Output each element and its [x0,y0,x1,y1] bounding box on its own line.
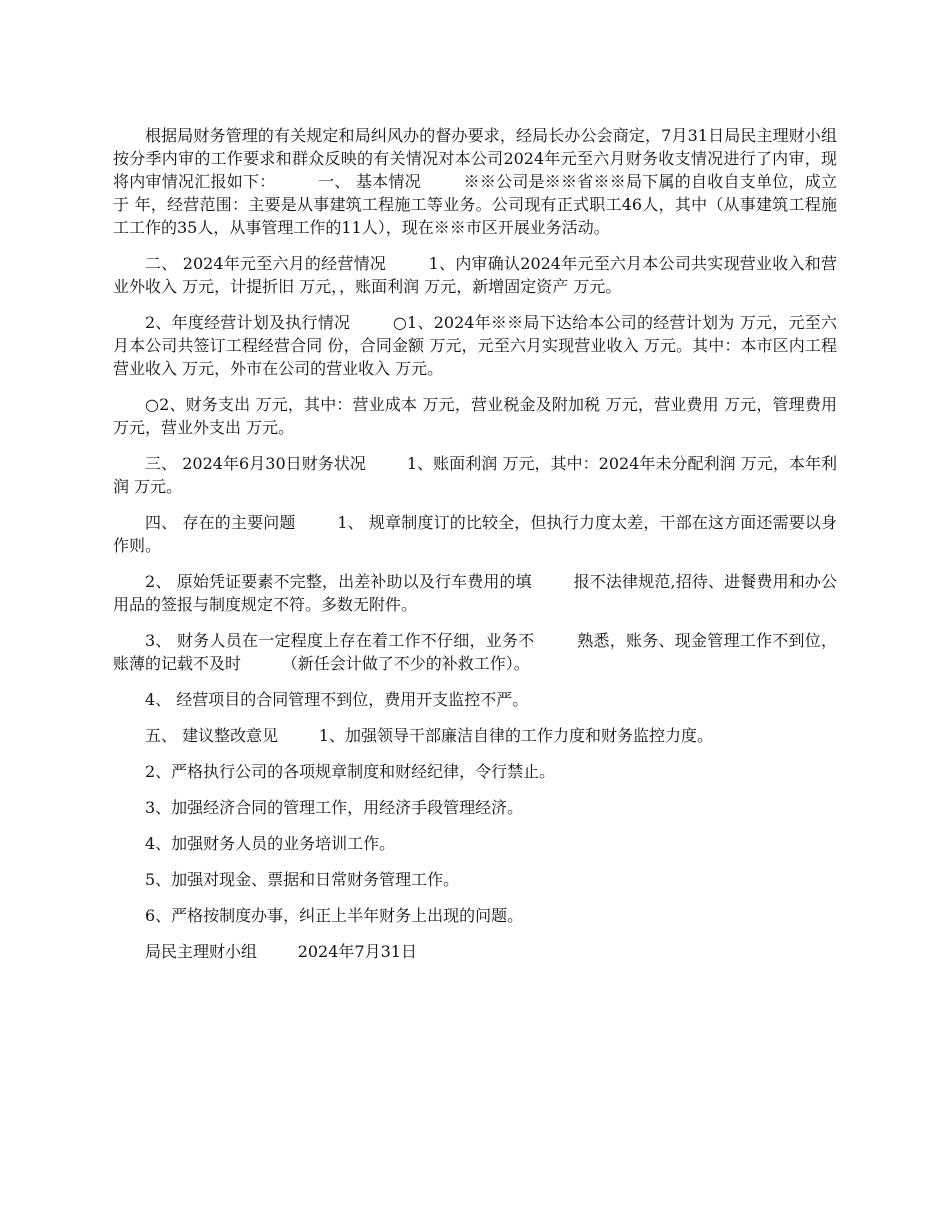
paragraph-suggestion-2: 2、严格执行公司的各项规章制度和财经纪律，令行禁止。 [145,762,556,781]
paragraph-intro: 根据局财务管理的有关规定和局纠风办的督办要求，经局长办公会商定，7月31日局民主理财小组按分季内审的工作要求和群众反映的有关情况对本公司2024年元至六月财务收支情况进行了内审，现将内审情况汇报如下： 一、 基本情况 ※※公司是※※省※※局下属的自收自支单位，成立于 年，经营范围：主要是从事建筑工程施工等业务。公司现有正式职工46人，其中（从事建筑工程施工工作的35人，从事管理工作的11人），现在※※市区开展业务活动。 [113,126,837,237]
paragraph-problem-4: 4、 经营项目的合同管理不到位，费用开支监控不严。 [145,690,529,709]
paragraph-problem-3: 3、 财务人员在一定程度上存在着工作不仔细，业务不 熟悉，账务、现金管理工作不到位，账薄的记载不及时 （新任会计做了不少的补救工作）。 [113,631,837,673]
paragraph-suggestion-4: 4、加强财务人员的业务培训工作。 [145,834,396,853]
paragraph-problem-1: 四、 存在的主要问题 1、 规章制度订的比较全，但执行力度太差，干部在这方面还需要以身作则。 [113,513,837,555]
document-body [113,124,843,976]
paragraph-suggestion-5: 5、加强对现金、票据和日常财务管理工作。 [145,870,460,889]
paragraph-operating-situation: 二、 2024年元至六月的经营情况 1、内审确认2024年元至六月本公司共实现营业收入和营业外收入 万元，计提折旧 万元，，账面利润 万元，新增固定资产 万元。 [113,254,837,296]
paragraph-problem-2: 2、 原始凭证要素不完整，出差补助以及行车费用的填 报不法律规范,招待、进餐费用和办公用品的签报与制度规定不符。多数无附件。 [113,572,837,614]
paragraph-suggestion-1: 五、 建议整改意见 1、加强领导干部廉洁自律的工作力度和财务监控力度。 [145,726,713,745]
paragraph-financial-status: 三、 2024年6月30日财务状况 1、账面利润 万元，其中：2024年未分配利润 万元，本年利润 万元。 [113,454,837,496]
paragraph-annual-plan: 2、年度经营计划及执行情况 ○1、2024年※※局下达给本公司的经营计划为 万元，元至六月本公司共签订工程经营合同 份，合同金额 万元，元至六月实现营业收入 万元。其中：本市区内工程营业收入 万元，外市在公司的营业收入 万元。 [113,313,837,378]
paragraph-suggestion-6: 6、严格按制度办事，纠正上半年财务上出现的问题。 [145,906,524,925]
paragraph-expenditure: ○2、财务支出 万元，其中：营业成本 万元，营业税金及附加税 万元，营业费用 万元，管理费用 万元，营业外支出 万元。 [113,395,843,437]
paragraph-signature: 局民主理财小组 2024年7月31日 [145,942,417,961]
paragraph-suggestion-3: 3、加强经济合同的管理工作，用经济手段管理经济。 [145,798,524,817]
